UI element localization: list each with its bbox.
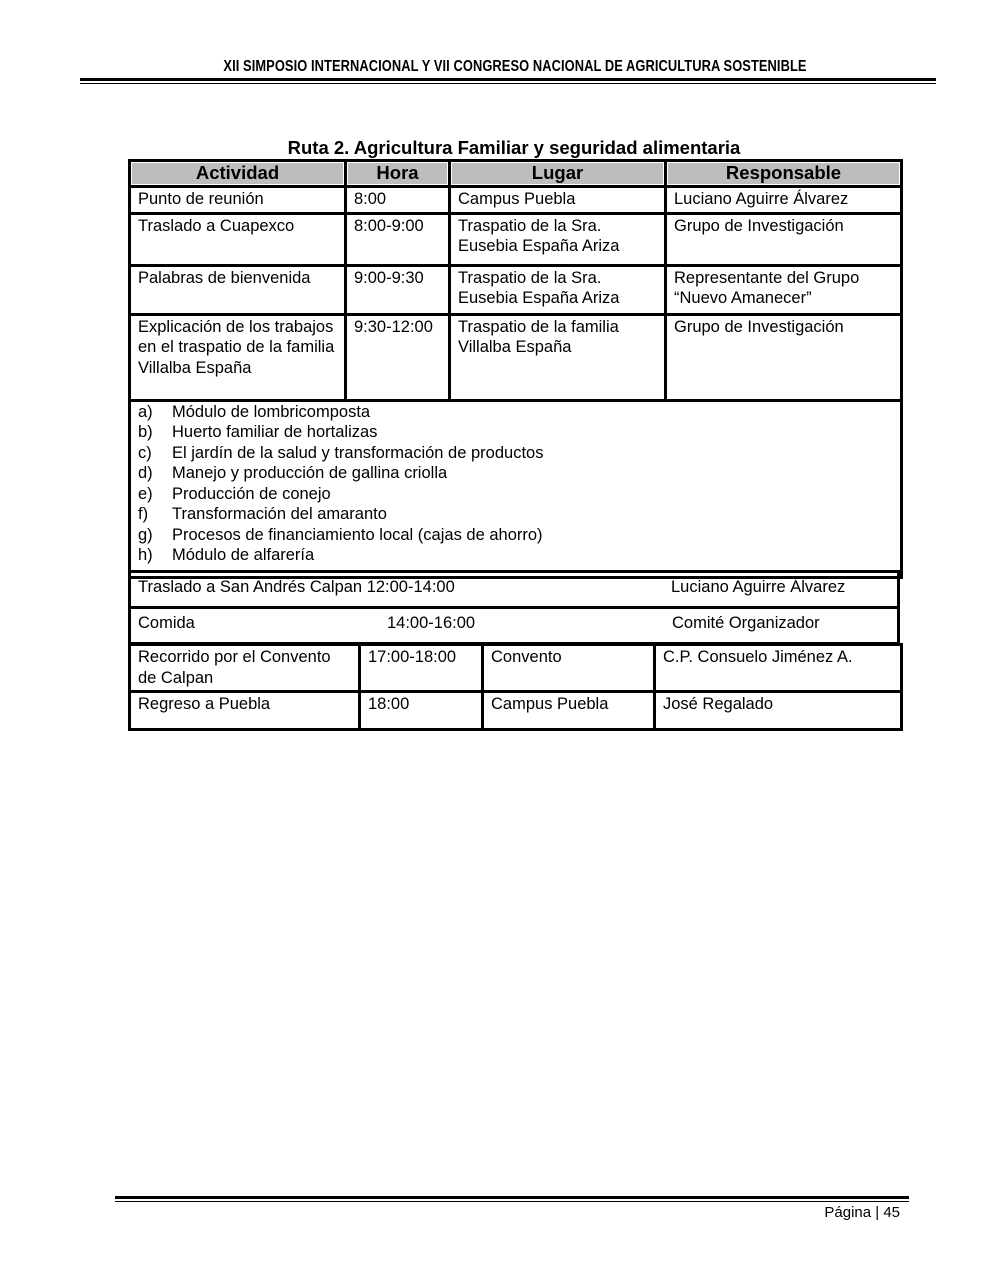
cell-hora: 17:00-18:00	[360, 645, 483, 692]
column-header-lugar: Lugar	[450, 161, 666, 187]
cell-hora: 8:00	[346, 187, 450, 214]
running-header: XII SIMPOSIO INTERNACIONAL Y VII CONGRESO NACIONAL DE AGRICULTURA SOSTENIBLE	[223, 58, 807, 75]
list-item	[138, 443, 893, 464]
table-row	[130, 692, 902, 730]
cell-responsable: Luciano Aguirre Álvarez	[666, 187, 902, 214]
table-row	[130, 314, 902, 400]
column-header-hora: Hora	[346, 161, 450, 187]
cell-actividad: Punto de reunión	[130, 187, 346, 214]
list-letter: e)	[138, 484, 153, 503]
table-row	[130, 608, 899, 644]
cell-responsable: Representante del Grupo “Nuevo Amanecer”	[666, 265, 902, 314]
cell-lugar: Traspatio de la Sra. Eusebia España Ariza	[450, 265, 666, 314]
cell-responsable: Grupo de Investigación	[666, 213, 902, 265]
wide-row-left: Comida	[138, 614, 195, 632]
wide-row	[130, 608, 899, 644]
cell-actividad: Recorrido por el Convento de Calpan	[130, 645, 360, 692]
list-text: Módulo de alfarería	[172, 546, 315, 564]
cell-lugar: Campus Puebla	[450, 187, 666, 214]
transfer-table	[128, 570, 900, 645]
cell-lugar: Traspatio de la Sra. Eusebia España Ariza	[450, 213, 666, 265]
column-header-actividad: Actividad	[130, 161, 346, 187]
table-header-row	[130, 161, 902, 187]
list-letter: h)	[138, 546, 153, 564]
list-item	[138, 484, 893, 505]
list-text: Módulo de lombricomposta	[172, 402, 371, 421]
activities-list-row	[130, 400, 902, 577]
wide-row-middle: 14:00-16:00	[387, 614, 476, 632]
list-letter: g)	[138, 525, 153, 544]
cell-hora: 9:00-9:30	[346, 265, 450, 314]
page-number: Página | 45	[824, 1204, 900, 1221]
cell-actividad: Palabras de bienvenida	[130, 265, 346, 314]
table-row	[130, 265, 902, 314]
cell-actividad: Explicación de los trabajos en el traspatio de la familia Villalba España	[130, 314, 346, 400]
list-item	[138, 545, 893, 566]
list-text: Huerto familiar de hortalizas	[172, 423, 378, 441]
list-letter: a)	[138, 402, 153, 421]
list-letter: b)	[138, 423, 153, 441]
cell-lugar: Traspatio de la familia Villalba España	[450, 314, 666, 400]
list-text: Manejo y producción de gallina criolla	[172, 464, 448, 482]
list-item	[138, 463, 893, 484]
cell-responsable: José Regalado	[655, 692, 902, 730]
wide-row	[130, 572, 899, 608]
cell-hora: 18:00	[360, 692, 483, 730]
list-text: Transformación del amaranto	[172, 505, 387, 523]
cell-actividad: Regreso a Puebla	[130, 692, 360, 730]
list-text: El jardín de la salud y transformación de productos	[172, 443, 544, 462]
column-header-responsable: Responsable	[666, 161, 902, 187]
footer-rule	[115, 1196, 909, 1202]
wide-row-right: Luciano Aguirre Álvarez	[671, 578, 846, 596]
table-row	[130, 187, 902, 214]
final-table	[128, 643, 903, 731]
cell-responsable: C.P. Consuelo Jiménez A.	[655, 645, 902, 692]
route-table	[128, 159, 903, 579]
list-text: Producción de conejo	[172, 484, 331, 503]
list-letter: c)	[138, 443, 152, 462]
header-rule	[80, 78, 936, 84]
list-item	[138, 422, 893, 443]
list-letter: d)	[138, 464, 153, 482]
list-item	[138, 402, 893, 423]
table-row	[130, 645, 902, 692]
list-item	[138, 525, 893, 546]
table-title: Ruta 2. Agricultura Familiar y seguridad alimentaria	[287, 137, 741, 158]
table-row	[130, 572, 899, 608]
table-row	[130, 213, 902, 265]
cell-hora: 8:00-9:00	[346, 213, 450, 265]
cell-hora: 9:30-12:00	[346, 314, 450, 400]
list-letter: f)	[138, 505, 149, 523]
cell-lugar: Campus Puebla	[483, 692, 655, 730]
cell-actividad: Traslado a Cuapexco	[130, 213, 346, 265]
activities-list	[130, 400, 902, 577]
wide-row-left: Traslado a San Andrés Calpan 12:00-14:00	[138, 578, 455, 596]
list-item	[138, 504, 893, 525]
list-text: Procesos de financiamiento local (cajas de ahorro)	[172, 525, 543, 544]
cell-lugar: Convento	[483, 645, 655, 692]
wide-row-right: Comité Organizador	[672, 614, 820, 632]
cell-responsable: Grupo de Investigación	[666, 314, 902, 400]
